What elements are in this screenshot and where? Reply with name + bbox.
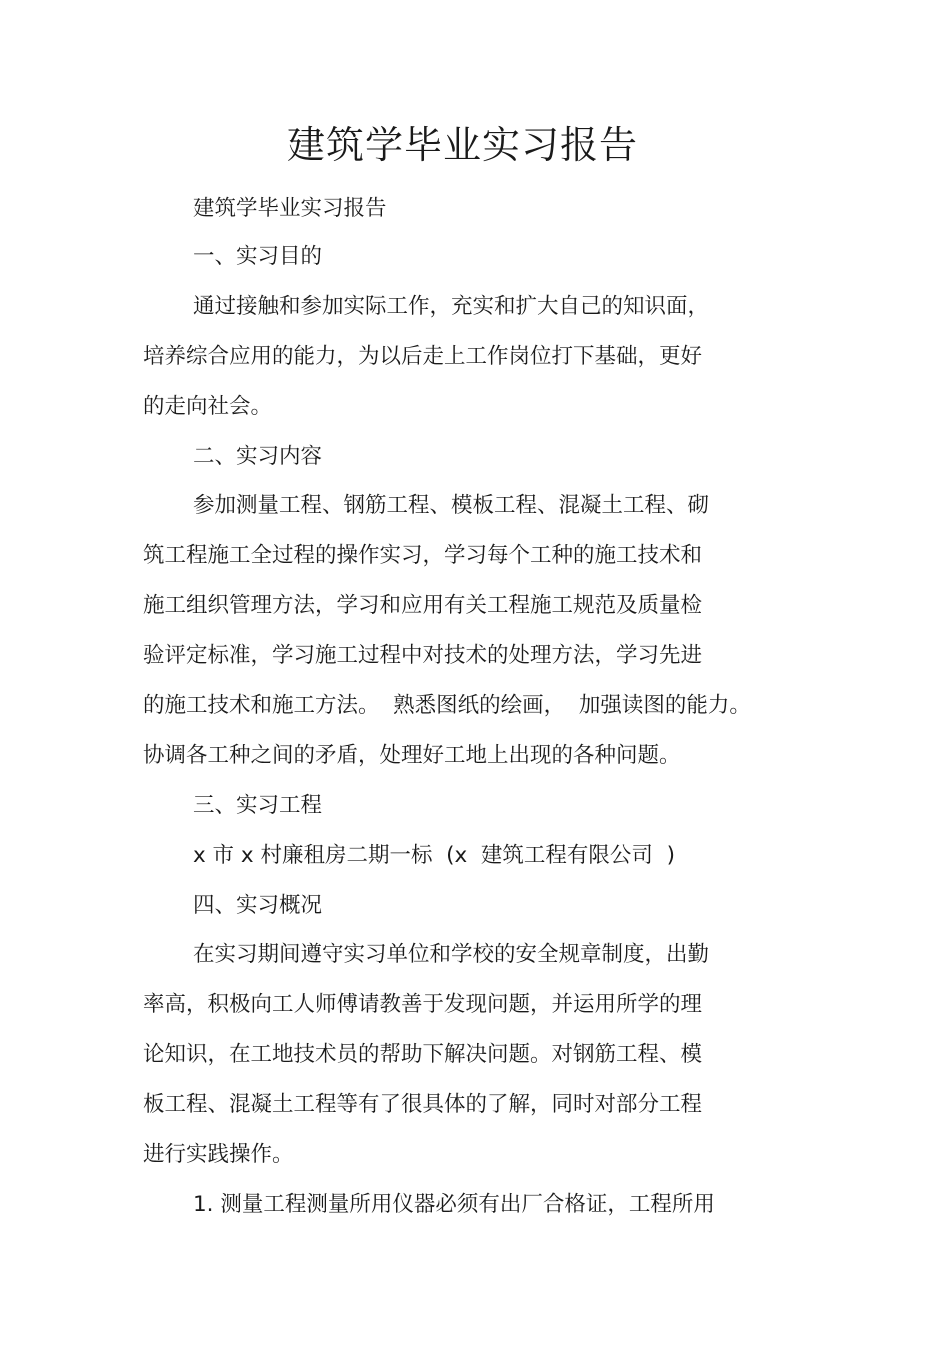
paragraph-line: 在实习期间遵守实习单位和学校的安全规章制度，出勤	[193, 942, 710, 967]
numbered-item-line: 1. 测量工程测量所用仪器必须有出厂合格证，工程所用	[193, 1192, 715, 1217]
section-heading-2: 二、实习内容	[193, 444, 323, 469]
project-line: x 市 x 村廉租房二期一标 (x 建筑工程有限公司 )	[193, 843, 675, 868]
paragraph-line: 参加测量工程、钢筋工程、模板工程、混凝土工程、砌	[193, 493, 710, 518]
paragraph-line: 协调各工种之间的矛盾，处理好工地上出现的各种问题。	[143, 743, 681, 768]
paragraph-line: 论知识，在工地技术员的帮助下解决问题。对钢筋工程、模	[143, 1042, 703, 1067]
paragraph-line: 施工组织管理方法，学习和应用有关工程施工规范及质量检	[143, 593, 703, 618]
paragraph-line: 的走向社会。	[143, 394, 273, 419]
section-heading-3: 三、实习工程	[193, 793, 323, 818]
section-heading-1: 一、实习目的	[193, 244, 323, 269]
paragraph-line: 筑工程施工全过程的操作实习，学习每个工种的施工技术和	[143, 543, 703, 568]
subtitle-line: 建筑学毕业实习报告	[193, 196, 387, 221]
section-heading-4: 四、实习概况	[193, 893, 323, 918]
paragraph-line: 的施工技术和施工方法。 熟悉图纸的绘画， 加强读图的能力。	[143, 693, 751, 718]
paragraph-line: 培养综合应用的能力，为以后走上工作岗位打下基础，更好	[143, 344, 703, 369]
paragraph-line: 板工程、混凝土工程等有了很具体的了解，同时对部分工程	[143, 1092, 703, 1117]
paragraph-line: 通过接触和参加实际工作，充实和扩大自己的知识面，	[193, 294, 710, 319]
paragraph-line: 率高，积极向工人师傅请教善于发现问题，并运用所学的理	[143, 992, 703, 1017]
paragraph-line: 验评定标准，学习施工过程中对技术的处理方法，学习先进	[143, 643, 703, 668]
paragraph-line: 进行实践操作。	[143, 1142, 294, 1167]
document-title: 建筑学毕业实习报告	[286, 123, 638, 167]
